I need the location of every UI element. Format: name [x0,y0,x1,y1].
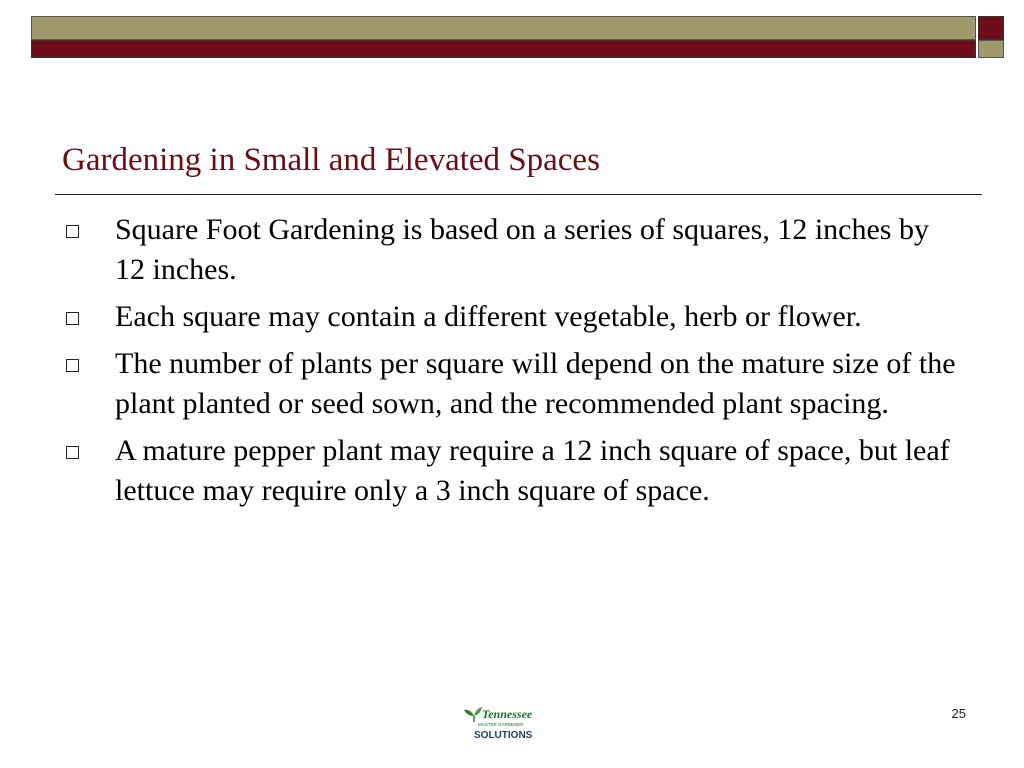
hollow-square-bullet-icon [66,446,79,459]
logo-line-2: MASTER GARDENER [478,722,524,727]
bullet-item [62,431,962,511]
page-number: 25 [951,706,966,721]
bullet-item [62,297,962,337]
logo-line-1: Tennessee [482,707,533,721]
bullet-item [62,210,962,290]
bullet-text: A mature pepper plant may require a 12 inch square of space, but leaf lettuce may require only a 3 inch square of space. [115,434,950,507]
header-bar-olive [31,16,976,40]
bullet-list [62,210,962,518]
corner-block-maroon [978,16,1004,40]
bullet-text: Square Foot Gardening is based on a series of squares, 12 inches by 12 inches. [115,213,929,286]
slide-title: Gardening in Small and Elevated Spaces [62,142,600,178]
title-divider [55,194,982,195]
tennessee-master-gardener-logo [462,702,546,742]
bullet-text: Each square may contain a different vegetable, herb or flower. [115,300,862,333]
hollow-square-bullet-icon [66,312,79,325]
header-bar-maroon [31,40,976,58]
bullet-text: The number of plants per square will depend on the mature size of the plant planted or seed sown, and the recommended plant spacing. [115,347,956,420]
hollow-square-bullet-icon [66,225,79,238]
corner-block-olive [978,40,1004,58]
bullet-item [62,344,962,424]
hollow-square-bullet-icon [66,359,79,372]
logo-line-3: SOLUTIONS [474,730,533,741]
